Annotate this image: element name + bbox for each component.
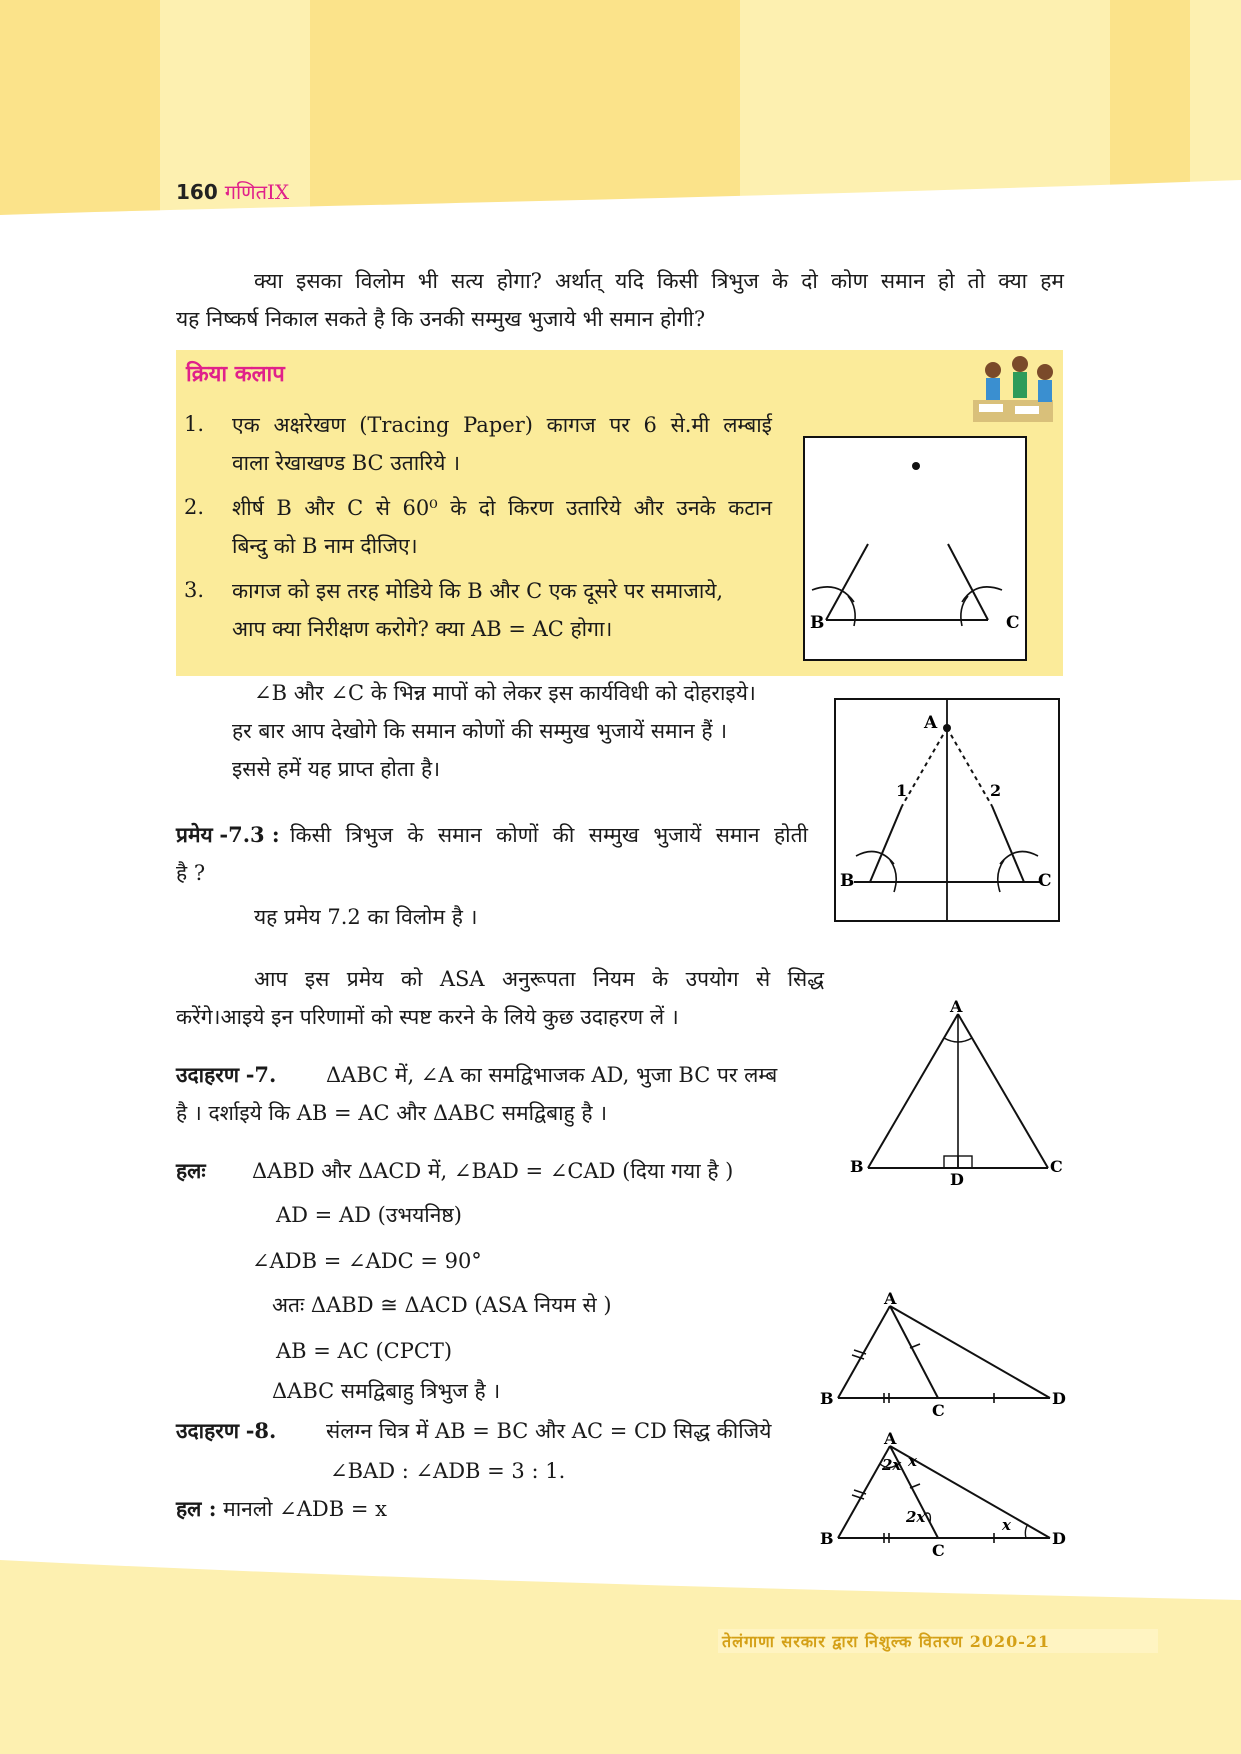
fig5-angle-x-d: x bbox=[1002, 1516, 1011, 1534]
solution-7-step-3: ∠ADB = ∠ADC = 90° bbox=[252, 1249, 482, 1273]
theorem-label: प्रमेय bbox=[176, 822, 213, 847]
example-8-line-1: संलग्न चित्र में AB = BC और AC = CD सिद्ध कीजिये bbox=[326, 1419, 772, 1443]
fig3-label-a: A bbox=[950, 997, 963, 1016]
fig5-label-a: A bbox=[884, 1430, 897, 1448]
solution-7-step-1: ΔABD और ΔACD में, ∠BAD = ∠CAD (दिया गया है ) bbox=[252, 1159, 734, 1183]
example-7-line-1: ΔABC में, ∠A का समद्विभाजक AD, भुजा BC पर लम्ब bbox=[326, 1063, 778, 1087]
theorem-text-line-2: है ? bbox=[176, 861, 206, 885]
fig5-angle-2x-c: 2x bbox=[906, 1508, 926, 1526]
solution-8 bbox=[176, 1490, 387, 1528]
figure-tracing-paper bbox=[798, 432, 1030, 664]
fig3-label-d: D bbox=[950, 1170, 964, 1186]
activity-item-2-line-2: बिन्दु को B नाम दीजिए। bbox=[232, 534, 418, 558]
solution-7-step-6: ΔABC समद्विबाहु त्रिभुज है । bbox=[272, 1379, 501, 1403]
activity-item-1-line-2: वाला रेखाखण्ड BC उतारिये । bbox=[232, 451, 461, 475]
example-7-label: उदाहरण bbox=[176, 1062, 240, 1087]
repeat-line-3: इससे हमें यह प्राप्त होता है। bbox=[232, 757, 441, 781]
fig1-label-c: C bbox=[1006, 613, 1020, 633]
fig3-label-c: C bbox=[1050, 1157, 1063, 1176]
example-8-label: उदाहरण bbox=[176, 1418, 240, 1443]
intro-line-1: क्या इसका विलोम भी सत्य होगा? अर्थात् यदि किसी त्रिभुज के दो कोण समान हो तो क्या हम bbox=[254, 269, 1064, 293]
fig5-label-b: B bbox=[820, 1529, 834, 1548]
figure-folded-triangle bbox=[832, 696, 1064, 926]
fig2-label-2: 2 bbox=[990, 781, 1002, 800]
figure-example-8a bbox=[818, 1290, 1070, 1420]
example-7-line-2: है । दर्शाइये कि AB = AC और ΔABC समद्विबाहु है । bbox=[176, 1101, 608, 1125]
solution-8-text: मानलो ∠ADB = x bbox=[223, 1497, 387, 1521]
theorem-line-1 bbox=[176, 816, 280, 854]
fig2-label-a: A bbox=[924, 713, 938, 733]
fig1-label-b: B bbox=[810, 613, 825, 633]
activity-item-3-number: 3. bbox=[184, 578, 205, 602]
theorem-converse: यह प्रमेय 7.2 का विलोम है । bbox=[254, 905, 478, 929]
activity-item-3-line-2: आप क्या निरीक्षण करोगे? क्या AB = AC होगा। bbox=[232, 617, 613, 641]
activity-item-3-line-1: कागज को इस तरह मोडिये कि B और C एक दूसरे पर समाजाये, bbox=[232, 579, 724, 603]
example-8-heading bbox=[176, 1412, 276, 1450]
fig4-label-d: D bbox=[1052, 1389, 1066, 1408]
activity-title: क्रिया कलाप bbox=[186, 361, 285, 387]
footer-band bbox=[0, 1560, 1241, 1754]
fig2-label-c: C bbox=[1038, 871, 1052, 891]
book-class: IX bbox=[267, 180, 290, 204]
solution-7-step-5: AB = AC (CPCT) bbox=[276, 1339, 453, 1363]
fig2-label-1: 1 bbox=[896, 781, 908, 800]
figure-example-8b bbox=[818, 1430, 1070, 1560]
fig4-label-c: C bbox=[932, 1401, 945, 1420]
fig5-label-c: C bbox=[932, 1541, 945, 1560]
fig4-label-a: A bbox=[884, 1290, 897, 1308]
solution-7-step-4: अतः ΔABD ≅ ΔACD (ASA नियम से ) bbox=[272, 1293, 612, 1317]
activity-item-2-line-1: शीर्ष B और C से 60⁰ के दो किरण उतारिये और उनके कटान bbox=[232, 496, 772, 520]
fig5-label-d: D bbox=[1052, 1529, 1066, 1548]
activity-item-2-number: 2. bbox=[184, 495, 205, 519]
example-7-heading bbox=[176, 1056, 276, 1094]
activity-item-1-line-1: एक अक्षरेखण (Tracing Paper) कागज पर 6 से.मी लम्बाई bbox=[232, 413, 772, 437]
fig4-label-b: B bbox=[820, 1389, 834, 1408]
fig5-angle-2x-top: 2x bbox=[882, 1456, 902, 1474]
figure-example-7 bbox=[848, 996, 1068, 1186]
example-8-number: -8. bbox=[245, 1418, 277, 1443]
asa-line-1: आप इस प्रमेय को ASA अनुरूपता नियम के उपयोग से सिद्ध bbox=[254, 967, 824, 991]
intro-line-2: यह निष्कर्ष निकाल सकते है कि उनकी सम्मुख भुजाये भी समान होगी? bbox=[176, 307, 706, 331]
theorem-number: -7.3 : bbox=[219, 822, 280, 847]
solution-8-label: हल : bbox=[176, 1496, 217, 1521]
theorem-text-line-1: किसी त्रिभुज के समान कोणों की सम्मुख भुजायें समान होती bbox=[290, 823, 808, 847]
fig2-label-b: B bbox=[840, 871, 855, 891]
book-title: गणित bbox=[224, 180, 268, 204]
example-7-number: -7. bbox=[245, 1062, 277, 1087]
repeat-line-1: ∠B और ∠C के भिन्न मापों को लेकर इस कार्यविधी को दोहराइये। bbox=[254, 681, 756, 705]
activity-item-1-number: 1. bbox=[184, 412, 205, 436]
repeat-line-2: हर बार आप देखोगे कि समान कोणों की सम्मुख भुजायें समान हैं । bbox=[232, 719, 728, 743]
footer-text: तेलंगाणा सरकार द्वारा निशुल्क वितरण 2020-21 bbox=[722, 1632, 1051, 1651]
page-number: 160 गणितIX bbox=[176, 180, 290, 204]
asa-line-2: करेंगे।आइये इन परिणामों को स्पष्ट करने के लिये कुछ उदाहरण लें । bbox=[176, 1005, 679, 1029]
example-8-line-2: ∠BAD : ∠ADB = 3 : 1. bbox=[330, 1459, 566, 1483]
fig3-label-b: B bbox=[850, 1157, 864, 1176]
solution-7-label: हलः bbox=[176, 1158, 206, 1183]
students-illustration bbox=[965, 350, 1063, 428]
solution-7-step-2: AD = AD (उभयनिष्ठ) bbox=[276, 1203, 462, 1227]
fig5-angle-x-top: x bbox=[908, 1452, 917, 1470]
